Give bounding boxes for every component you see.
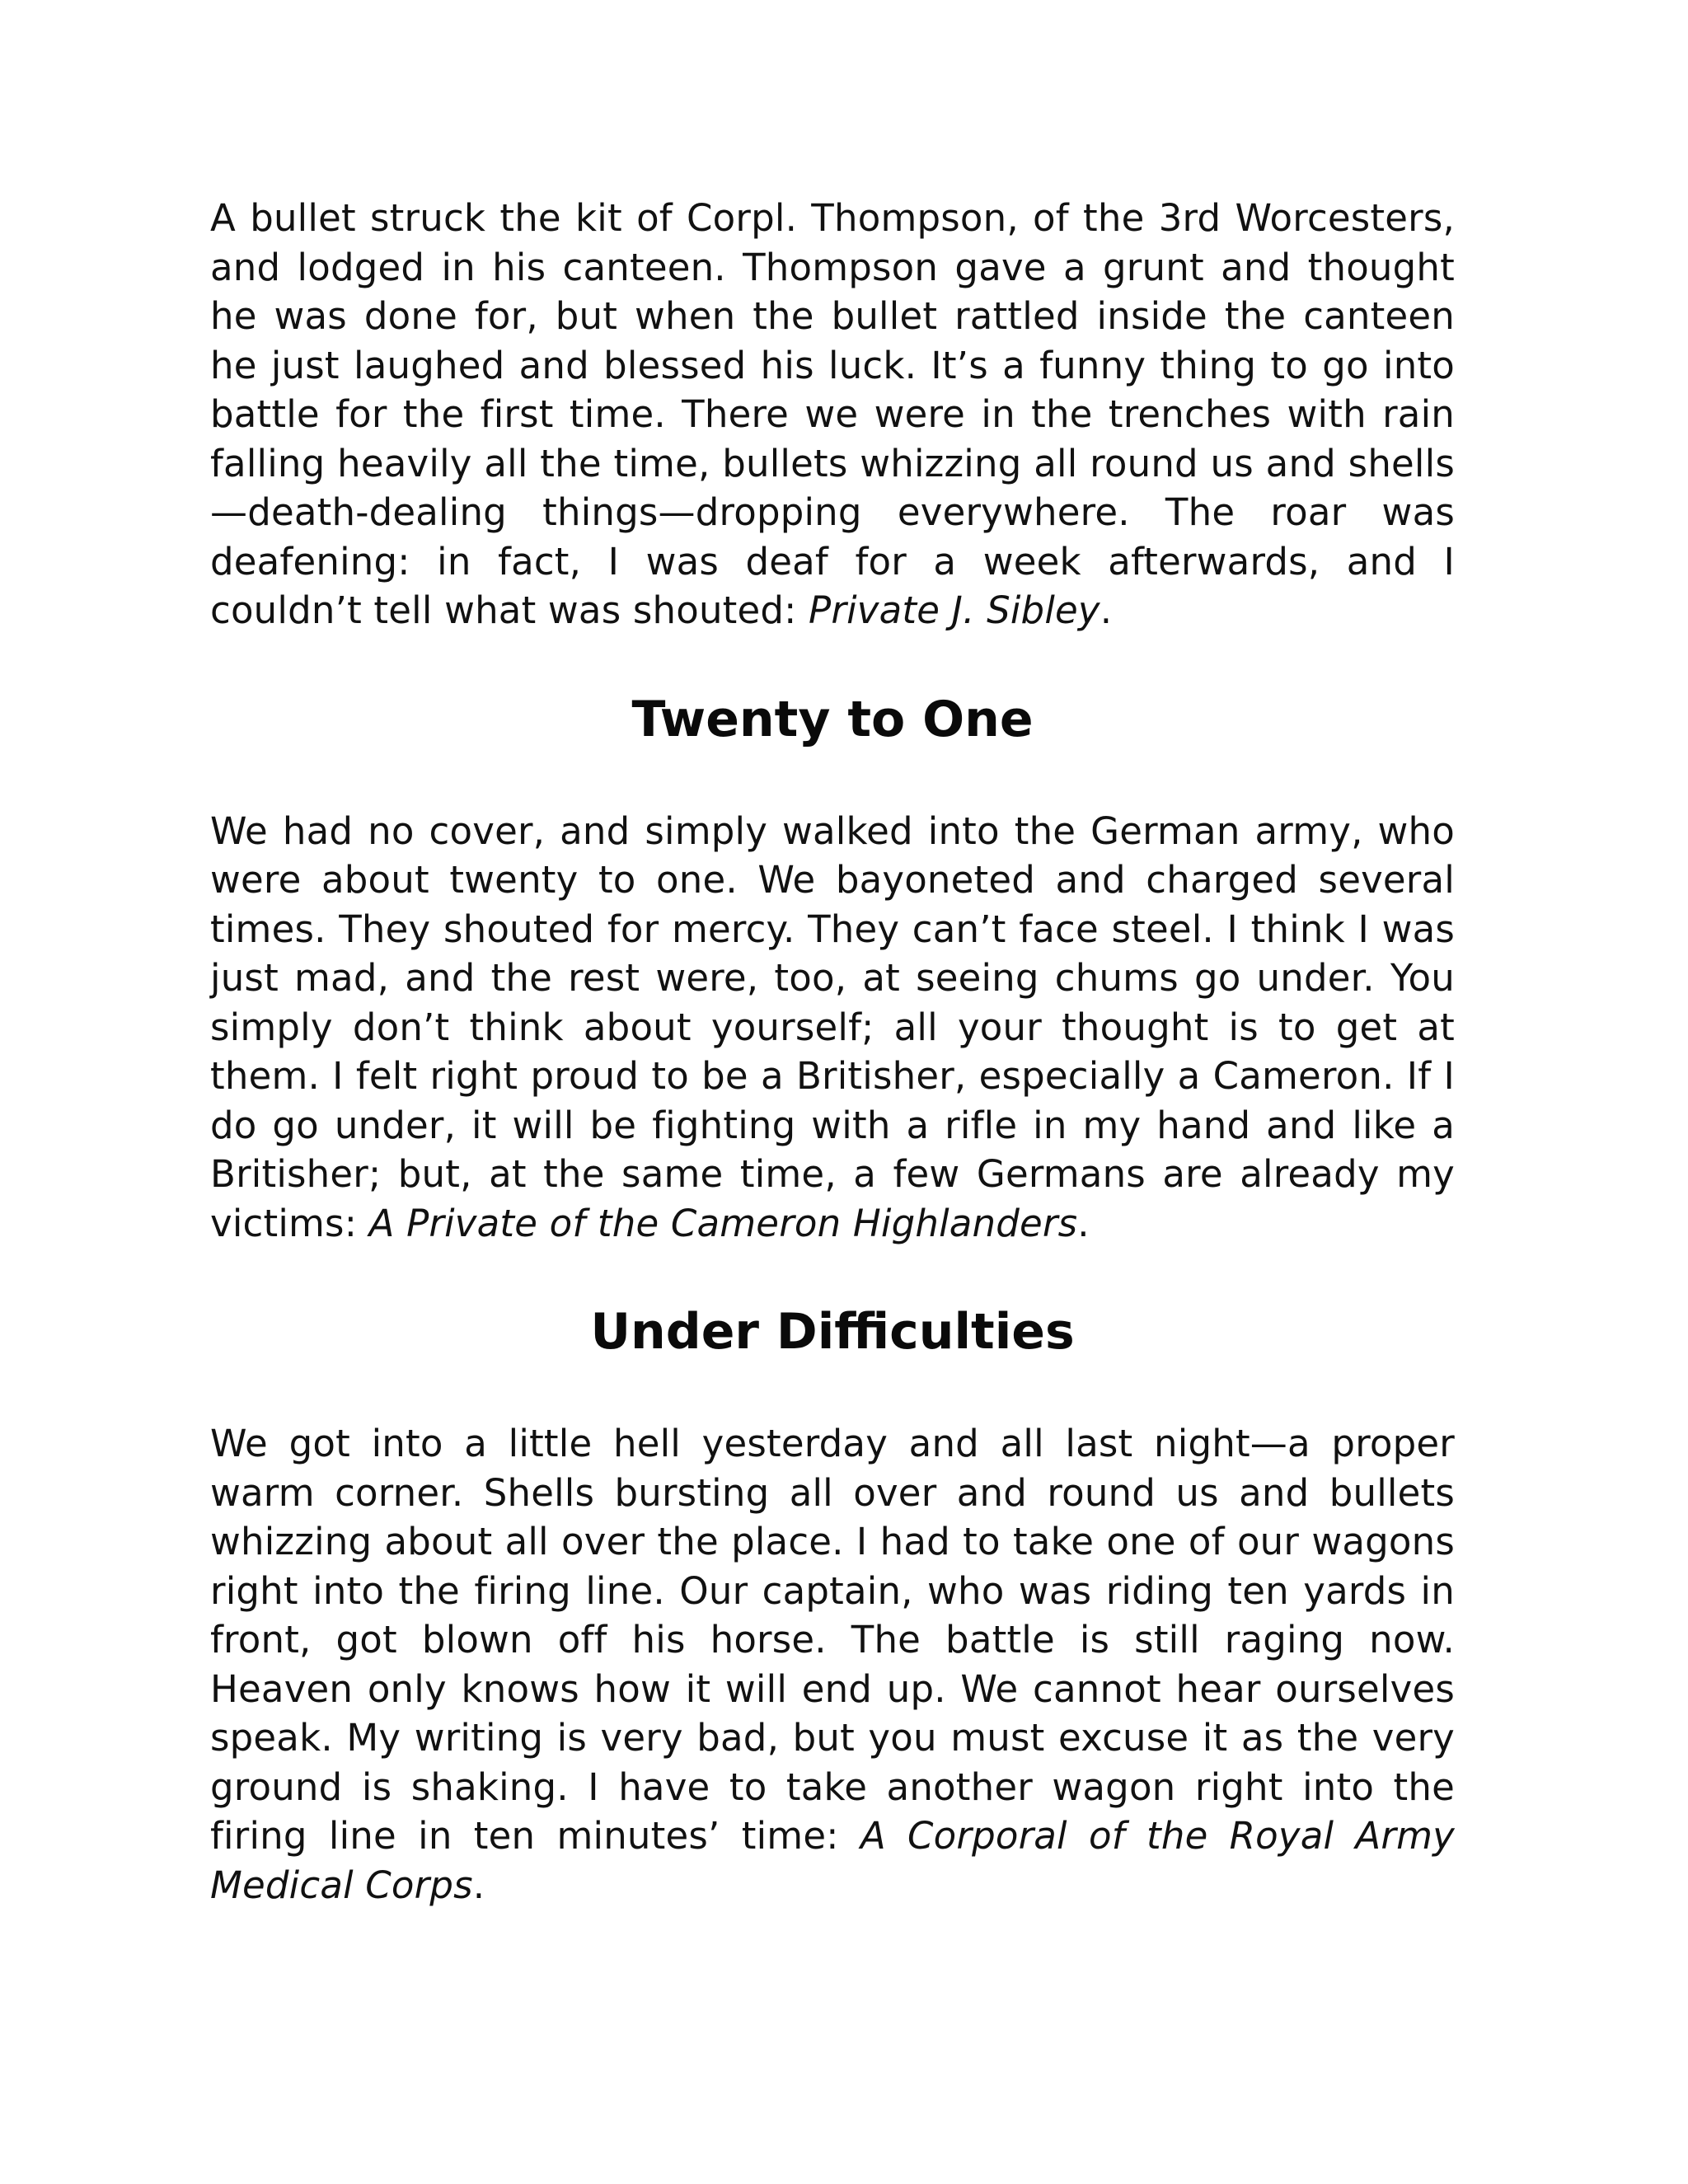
- attribution: A Private of the Cameron Highlanders: [368, 1201, 1078, 1245]
- paragraph-cameron: [210, 807, 1455, 1249]
- paragraph-end: .: [1077, 1201, 1090, 1245]
- attribution: Private J. Sibley: [809, 588, 1100, 632]
- paragraph-end: .: [472, 1863, 485, 1907]
- paragraph-body: We got into a little hell yesterday and all last night—a proper warm corner. Shells bursting all over and round us and bullets whizzing about all over the place. I had to take one of our wagons right into the firing line. Our captain, who was riding ten yards in front, got blown off his horse. The battle is still raging now. Heaven only knows how it will end up. We cannot hear ourselves speak. My writing is very bad, but you must excuse it as the very ground is shaking. I have to take another wagon right into the firing line in ten minutes’ time:: [210, 1422, 1455, 1858]
- paragraph-body: A bullet struck the kit of Corpl. Thompson, of the 3rd Worcesters, and lodged in his canteen. Thompson gave a grunt and thought he was done for, but when the bullet rattled inside the canteen he just laughed and blessed his luck. It’s a funny thing to go into battle for the first time. There we were in the trenches with rain falling heavily all the time, bullets whizzing all round us and shells—death-dealing things—dropping everywhere. The roar was deafening: in fact, I was deaf for a week afterwards, and I couldn’t tell what was shouted:: [210, 196, 1455, 632]
- paragraph-end: .: [1100, 588, 1113, 632]
- paragraph-corporal: [210, 1419, 1455, 1910]
- document-page: [210, 194, 1455, 1910]
- paragraph-body: We had no cover, and simply walked into the German army, who were about twenty to one. We bayoneted and charged several times. They shouted for mercy. They can’t face steel. I think I was just mad, and the rest were, too, at seeing chums go under. You simply don’t think about yourself; all your thought is to get at them. I felt right proud to be a Britisher, especially a Cameron. If I do go under, it will be fighting with a rifle in my hand and like a Britisher; but, at the same time, a few Germans are already my victims:: [210, 808, 1455, 1245]
- section-heading-twenty-to-one: Twenty to One: [631, 690, 1034, 748]
- paragraph-sibley: [210, 194, 1455, 635]
- attribution: A Corporal of the Royal Army Medical Corps: [210, 1814, 1455, 1907]
- section-heading-under-difficulties: Under Difficulties: [590, 1303, 1075, 1361]
